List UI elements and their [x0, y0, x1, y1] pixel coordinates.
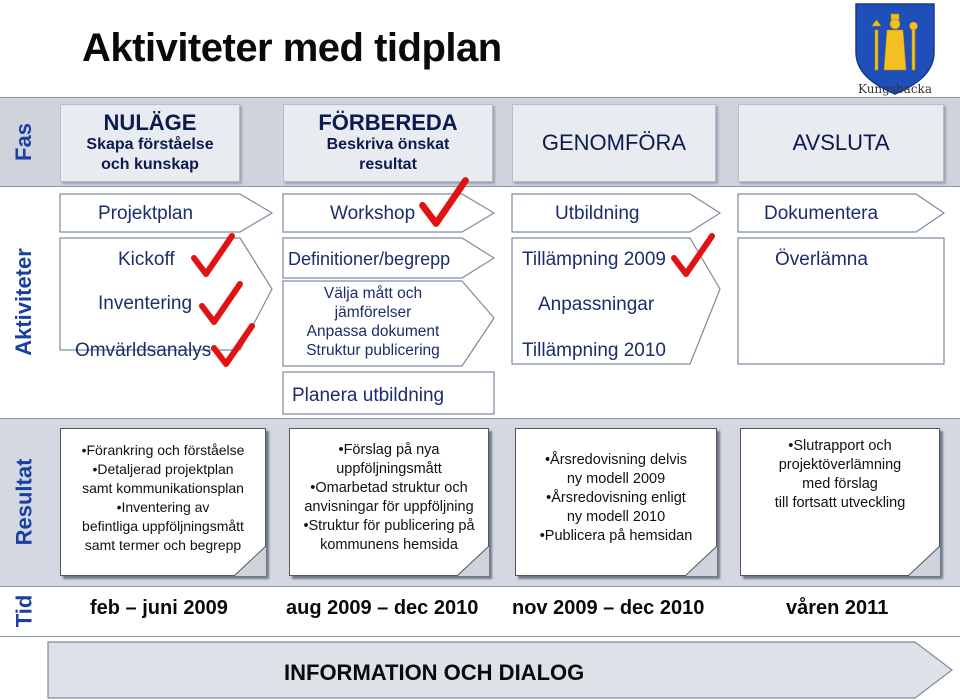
time-nulage: feb – juni 2009	[90, 597, 228, 619]
row-label-resultat: Resultat	[11, 458, 37, 546]
activity-tillampning-2010: Tillämpning 2010	[522, 340, 666, 361]
activity-dokumentera: Dokumentera	[764, 203, 879, 224]
phase-subtitle: Skapa förståelse	[86, 136, 214, 153]
phase-subtitle: Beskriva önskat	[326, 136, 450, 153]
time-avsluta: våren 2011	[786, 597, 889, 619]
phase-nulage	[60, 104, 240, 182]
activity-valja-matt: Välja mått och jämförelser Anpassa dokument Struktur publicering	[306, 285, 440, 359]
row-divider	[0, 418, 960, 419]
activity-planera-utbildning: Planera utbildning	[292, 385, 445, 406]
time-forbereda: aug 2009 – dec 2010	[286, 597, 479, 619]
phase-avsluta	[738, 104, 944, 182]
activity-tillampning-2009: Tillämpning 2009	[522, 249, 666, 270]
information-label: INFORMATION OCH DIALOG	[284, 660, 585, 685]
activity-definitioner: Definitioner/begrepp	[288, 249, 451, 269]
activity-anpassningar: Anpassningar	[538, 294, 655, 315]
checkmark-icon	[668, 232, 718, 278]
phase-title: FÖRBEREDA	[318, 110, 458, 135]
time-genomfora: nov 2009 – dec 2010	[512, 597, 705, 619]
result-box-nulage: •Förankring och förståelse •Detaljerad projektplan samt kommunikationsplan •Inventering av befintliga uppföljningsmått samt termer och begrepp	[60, 428, 266, 576]
activity-inventering: Inventering	[98, 293, 193, 314]
row-label-aktiviteter: Aktiviteter	[11, 248, 36, 356]
phase-subtitle: resultat	[359, 156, 417, 173]
checkmark-icon	[418, 176, 470, 228]
page-title: Aktiviteter med tidplan	[82, 26, 502, 70]
activity-utbildning: Utbildning	[555, 203, 640, 224]
result-box-genomfora: •Årsredovisning delvis ny modell 2009 •Årsredovisning enligt ny modell 2010 •Publicera på hemsidan	[515, 428, 717, 576]
phase-title: NULÄGE	[103, 110, 197, 135]
row-label-tid: Tid	[11, 594, 36, 628]
page-fold-icon	[908, 546, 940, 576]
phase-title: AVSLUTA	[792, 130, 890, 155]
activity-kickoff: Kickoff	[118, 249, 175, 270]
row-divider	[0, 97, 960, 98]
checkmark-icon	[190, 232, 236, 278]
result-box-avsluta: •Slutrapport och projektöverlämning med förslag till fortsatt utveckling	[740, 428, 940, 576]
page-fold-icon	[234, 546, 266, 576]
row-divider	[0, 636, 960, 637]
activity-overlamna: Överlämna	[775, 249, 868, 270]
checkmark-icon	[210, 322, 256, 368]
activity-projektplan: Projektplan	[98, 203, 194, 224]
row-label-fas: Fas	[10, 122, 36, 161]
row-divider	[0, 586, 960, 587]
phase-forbereda	[283, 104, 493, 182]
checkmark-icon	[198, 280, 244, 326]
page-fold-icon	[685, 546, 717, 576]
result-box-forbereda: •Förslag på nya uppföljningsmått •Omarbetad struktur och anvisningar för uppföljning •Struktur för publicering på kommunens hemsida	[289, 428, 489, 576]
phase-subtitle: och kunskap	[101, 156, 199, 173]
activity-workshop: Workshop	[330, 203, 416, 224]
logo-caption: Kungsbacka	[858, 82, 932, 96]
activity-omvarldsanalys: Omvärldsanalys	[75, 340, 212, 361]
phase-title: GENOMFÖRA	[541, 130, 687, 155]
phase-genomfora	[512, 104, 716, 182]
page-fold-icon	[457, 546, 489, 576]
